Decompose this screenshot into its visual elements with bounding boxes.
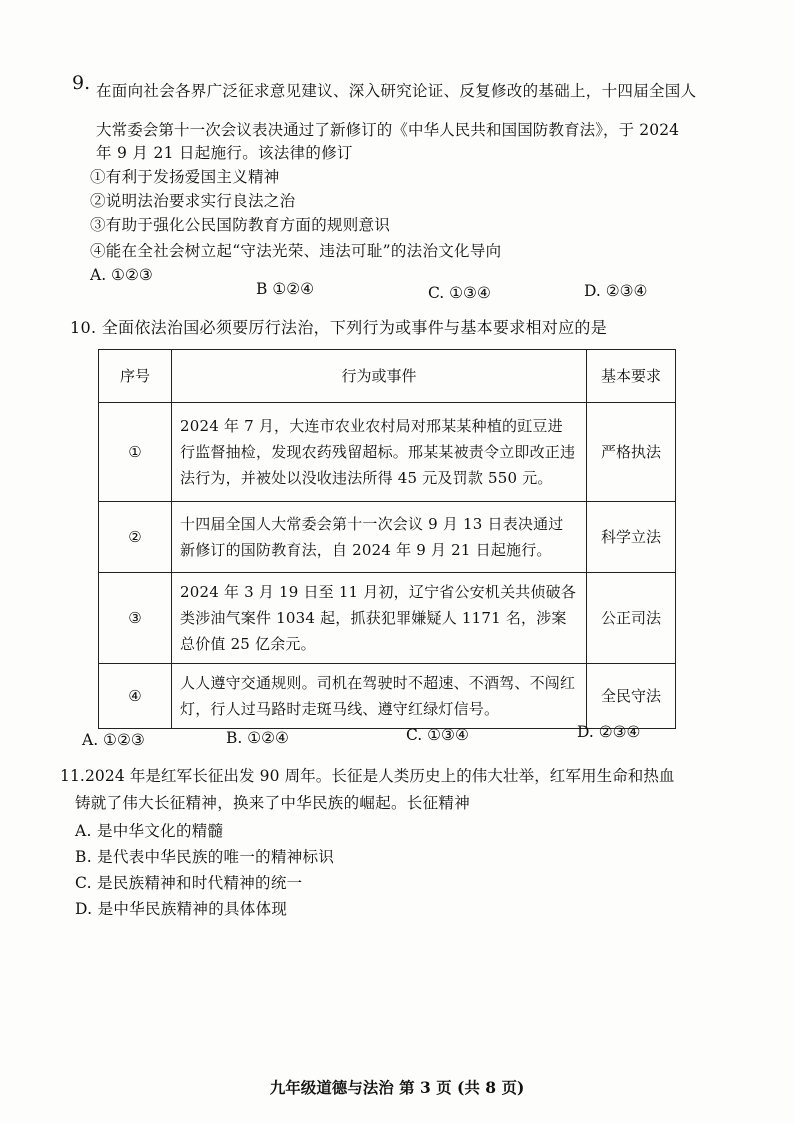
- q10-option-a: A. ①②③: [82, 731, 145, 749]
- q11-option-c: C. 是民族精神和时代精神的统一: [75, 874, 303, 892]
- q9-stem-line-3: 年 9 月 21 日起施行。该法律的修订: [96, 144, 353, 162]
- header-event: 行为或事件: [172, 350, 587, 403]
- q9-stem-line-2: 大常委会第十一次会议表决通过了新修订的《中华人民共和国国防教育法》，于 2024: [96, 121, 680, 139]
- q11-option-a: A. 是中华文化的精髓: [75, 822, 224, 840]
- row-event: 人人遵守交通规则。司机在驾驶时不超速、不酒驾、不闯红灯，行人过马路时走斑马线、遵守红绿灯信号。: [172, 664, 587, 729]
- row-requirement: 公正司法: [587, 573, 676, 664]
- q9-item-3: ③有助于强化公民国防教育方面的规则意识: [90, 216, 391, 234]
- q9-stem-line-1: 在面向社会各界广泛征求意见建议、深入研究论证、反复修改的基础上，十四届全国人: [96, 82, 697, 100]
- q11-stem-line-2: 铸就了伟大长征精神，换来了中华民族的崛起。长征精神: [75, 794, 471, 812]
- q11-option-d: D. 是中华民族精神的具体体现: [75, 900, 288, 918]
- q10-option-c: C. ①③④: [406, 726, 469, 744]
- q9-option-a: A. ①②③: [90, 266, 153, 284]
- q10-option-b: B. ①②④: [226, 729, 289, 747]
- row-requirement: 全民守法: [587, 664, 676, 729]
- row-event: 十四届全国人大常委会第十一次会议 9 月 13 日表决通过新修订的国防教育法，自 2024 年 9 月 21 日起施行。: [172, 502, 587, 573]
- row-requirement: 科学立法: [587, 502, 676, 573]
- q9-option-d: D. ②③④: [584, 282, 648, 300]
- q9-item-1: ①有利于发扬爱国主义精神: [90, 168, 280, 186]
- table-row: [99, 403, 676, 502]
- page-footer: 九年级道德与法治 第 3 页 (共 8 页): [269, 1078, 525, 1097]
- header-requirement: 基本要求: [587, 350, 676, 403]
- table-row: [99, 664, 676, 729]
- row-requirement: 严格执法: [587, 403, 676, 502]
- table-header-row: [99, 350, 676, 403]
- q9-item-2: ②说明法治要求实行良法之治: [90, 192, 296, 210]
- q10-stem: 10. 全面依法治国必须要厉行法治，下列行为或事件与基本要求相对应的是: [70, 318, 608, 337]
- row-event: 2024 年 3 月 19 日至 11 月初，辽宁省公安机关共侦破各类涉油气案件 1034 起，抓获犯罪嫌疑人 1171 名，涉案总价值 25 亿余元。: [172, 573, 587, 664]
- table-row: [99, 502, 676, 573]
- row-number: ③: [99, 573, 172, 664]
- row-number: ①: [99, 403, 172, 502]
- row-number: ④: [99, 664, 172, 729]
- q9-option-c: C. ①③④: [428, 284, 491, 302]
- q9-number: 9.: [72, 72, 91, 94]
- q11-option-b: B. 是代表中华民族的唯一的精神标识: [75, 848, 335, 866]
- q11-stem-line-1: 11.2024 年是红军长征出发 90 周年。长征是人类历史上的伟大壮举，红军用生命和热血: [60, 767, 675, 785]
- row-number: ②: [99, 502, 172, 573]
- header-number: 序号: [99, 350, 172, 403]
- q10-option-d: D. ②③④: [577, 723, 641, 741]
- q9-item-4: ④能在全社会树立起“守法光荣、违法可耻”的法治文化导向: [90, 242, 502, 260]
- q10-table: [98, 349, 676, 729]
- row-event: 2024 年 7 月，大连市农业农村局对邢某某种植的豇豆进行监督抽检，发现农药残留超标。邢某某被责令立即改正违法行为，并被处以没收违法所得 45 元及罚款 550 元。: [172, 403, 587, 502]
- q9-option-b: B ①②④: [256, 280, 315, 298]
- table-row: [99, 573, 676, 664]
